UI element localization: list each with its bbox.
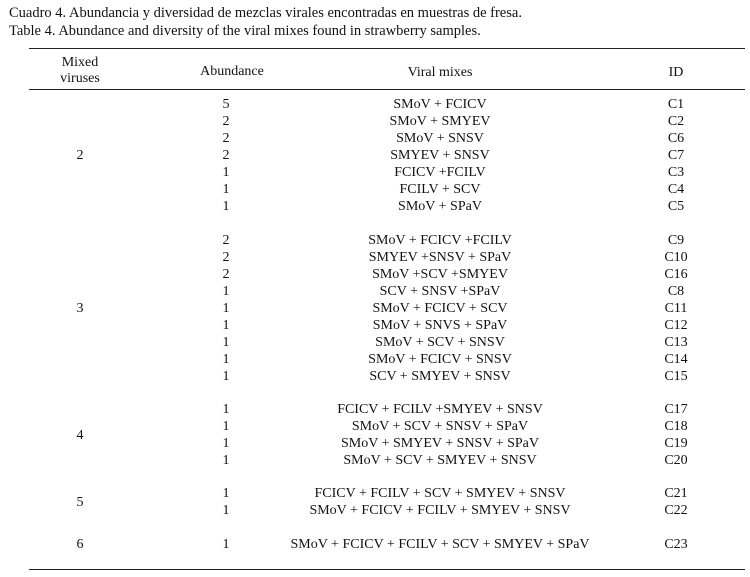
row-abundance: 1 (222, 284, 230, 299)
row-abundance: 1 (222, 165, 230, 180)
row-id: C23 (664, 537, 688, 552)
row-viral-mix: SMoV + FCICV + SCV (372, 301, 508, 316)
row-abundance: 2 (222, 267, 230, 282)
header-mixed-line2: viruses (60, 71, 100, 86)
row-id: C7 (667, 148, 685, 163)
row-abundance: 2 (222, 114, 230, 129)
row-viral-mix: SMoV + SCV + SNSV + SPaV (351, 419, 529, 434)
row-id: C8 (667, 284, 685, 299)
row-abundance: 1 (222, 436, 230, 451)
header-viral-mixes: Viral mixes (407, 65, 473, 80)
header-mixed-viruses (40, 55, 120, 87)
row-id: C3 (667, 165, 685, 180)
row-id: C4 (667, 182, 685, 197)
caption-es: Cuadro 4. Abundancia y diversidad de mezclas virales encontradas en muestras de fresa. (9, 5, 522, 21)
row-id: C22 (664, 503, 688, 518)
row-abundance: 1 (222, 335, 230, 350)
row-viral-mix: SMoV + SNVS + SPaV (372, 318, 508, 333)
row-id: C17 (664, 402, 688, 417)
row-abundance: 1 (222, 402, 230, 417)
row-viral-mix: SCV + SMYEV + SNSV (369, 369, 511, 384)
caption-en: Table 4. Abundance and diversity of the viral mixes found in strawberry samples. (9, 23, 481, 39)
row-id: C1 (667, 97, 685, 112)
row-viral-mix: FCICV +FCILV (394, 165, 486, 180)
row-viral-mix: SMoV + SNSV (396, 131, 484, 146)
row-viral-mix: SMoV + FCICV + FCILV + SMYEV + SNSV (309, 503, 571, 518)
header-id: ID (668, 65, 684, 80)
row-viral-mix: FCICV + FCILV + SCV + SMYEV + SNSV (314, 486, 566, 501)
row-id: C11 (664, 301, 688, 316)
row-id: C9 (667, 233, 685, 248)
row-abundance: 1 (222, 199, 230, 214)
row-viral-mix: SMoV + SMYEV + SNSV + SPaV (341, 436, 539, 451)
row-id: C12 (664, 318, 688, 333)
row-viral-mix: FCICV + FCILV +SMYEV + SNSV (337, 402, 543, 417)
row-viral-mix: SCV + SNSV +SPaV (379, 284, 501, 299)
row-abundance: 1 (222, 369, 230, 384)
row-viral-mix: SMoV + SCV + SNSV (375, 335, 505, 350)
row-abundance: 2 (222, 233, 230, 248)
row-abundance: 1 (222, 182, 230, 197)
row-viral-mix: SMYEV +SNSV + SPaV (368, 250, 512, 265)
group-mixed-count: 2 (76, 148, 84, 163)
row-viral-mix: SMoV + SMYEV (389, 114, 491, 129)
row-id: C6 (667, 131, 685, 146)
row-viral-mix: SMoV + FCICV (393, 97, 487, 112)
group-mixed-count: 3 (76, 301, 84, 316)
group-mixed-count: 5 (76, 494, 84, 510)
row-abundance: 1 (222, 486, 230, 501)
header-mixed-line1: Mixed (61, 55, 99, 70)
row-id: C20 (664, 453, 688, 468)
row-viral-mix: SMoV + FCICV +FCILV (368, 233, 512, 248)
header-abundance: Abundance (200, 64, 264, 79)
row-abundance: 1 (222, 301, 230, 316)
row-id: C2 (667, 114, 685, 129)
group-mixed-count: 4 (76, 427, 84, 443)
table-top-rule (29, 48, 745, 49)
row-id: C10 (664, 250, 688, 265)
row-abundance: 1 (222, 352, 230, 367)
row-id: C21 (664, 486, 688, 501)
row-id: C18 (664, 419, 688, 434)
row-abundance: 2 (222, 250, 230, 265)
row-viral-mix: SMoV + SCV + SMYEV + SNSV (343, 453, 537, 468)
row-abundance: 2 (222, 148, 230, 163)
row-abundance: 5 (222, 97, 230, 112)
row-id: C5 (667, 199, 685, 214)
row-abundance: 1 (222, 419, 230, 434)
row-viral-mix: SMoV + SPaV (398, 199, 482, 214)
row-id: C19 (664, 436, 688, 451)
row-viral-mix: FCILV + SCV (399, 182, 481, 197)
row-abundance: 1 (222, 537, 230, 552)
table-bottom-rule (29, 569, 745, 570)
row-abundance: 1 (222, 318, 230, 333)
row-viral-mix: SMoV +SCV +SMYEV (372, 267, 508, 282)
header-rule (29, 89, 745, 90)
row-viral-mix: SMYEV + SNSV (390, 148, 490, 163)
row-id: C15 (664, 369, 688, 384)
row-id: C14 (664, 352, 688, 367)
row-abundance: 1 (222, 453, 230, 468)
row-viral-mix: SMoV + FCICV + FCILV + SCV + SMYEV + SPaV (290, 537, 590, 552)
row-id: C13 (664, 335, 688, 350)
row-abundance: 1 (222, 503, 230, 518)
row-id: C16 (664, 267, 688, 282)
row-viral-mix: SMoV + FCICV + SNSV (368, 352, 512, 367)
group-mixed-count: 6 (76, 537, 84, 552)
row-abundance: 2 (222, 131, 230, 146)
